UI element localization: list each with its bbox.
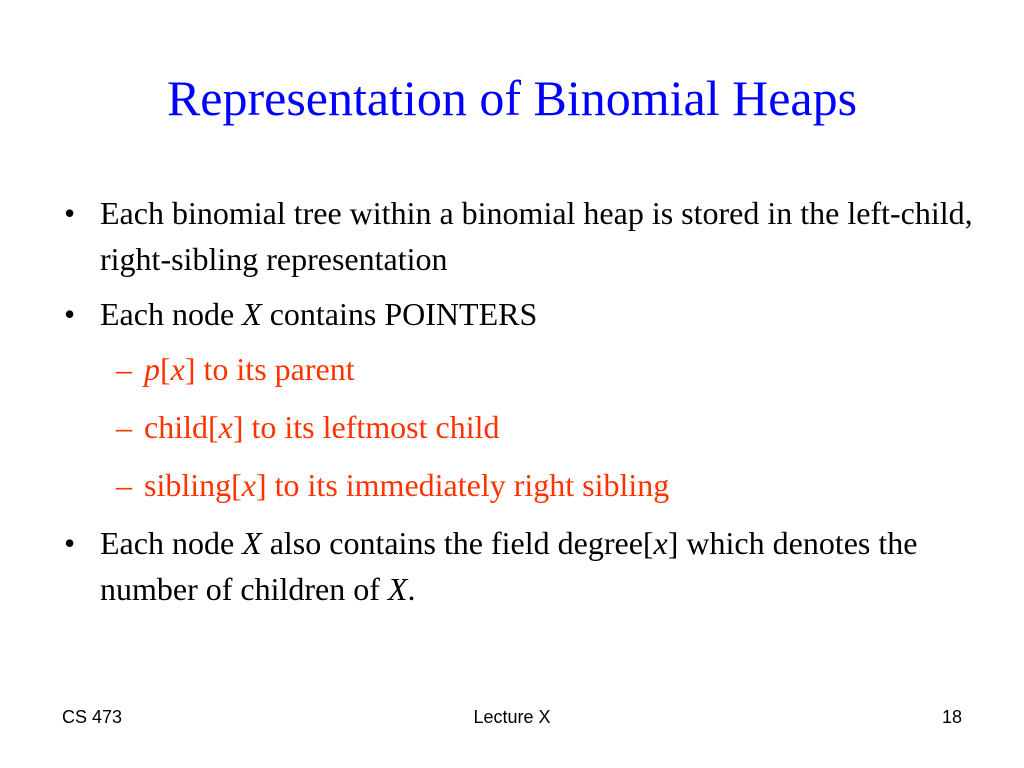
bullet-item — [64, 520, 994, 612]
dash-mark: – — [116, 467, 132, 503]
variable: x — [241, 467, 256, 503]
bullet-text: also contains the field degree[ — [261, 525, 654, 561]
bullet-mark: • — [64, 296, 76, 332]
bullet-text: . — [407, 571, 416, 607]
variable: x — [170, 351, 185, 387]
sub-text: ] to its leftmost child — [232, 409, 500, 445]
sub-text: sibling — [144, 467, 232, 503]
dash-mark: – — [116, 351, 132, 387]
sub-text: ] to its parent — [184, 351, 355, 387]
slide-title: Representation of Binomial Heaps — [166, 70, 858, 126]
footer-lecture: Lecture X — [473, 707, 551, 727]
sub-text: child — [144, 409, 208, 445]
dash-mark: – — [116, 409, 132, 445]
bullet-text: Each node — [100, 296, 243, 332]
sub-text: [ — [231, 467, 242, 503]
sub-item — [64, 404, 994, 450]
sub-item — [64, 462, 994, 508]
bullet-text: Each binomial tree within a binomial heap is stored in the left-child, right-sibling representation — [100, 195, 973, 277]
sub-text: ] to its immediately right sibling — [255, 467, 670, 503]
bullet-item — [64, 291, 994, 337]
bullet-text: ] which denotes the number of children of — [100, 525, 918, 607]
variable: X — [387, 571, 408, 607]
variable: X — [242, 525, 262, 561]
bullet-mark: • — [64, 195, 76, 231]
sub-text: [ — [160, 351, 171, 387]
sub-item — [64, 346, 994, 392]
footer-page-number: 18 — [941, 707, 962, 727]
bullet-item — [64, 190, 994, 282]
slide-body — [64, 190, 994, 621]
variable: x — [653, 525, 668, 561]
bullet-text: Each node — [100, 525, 243, 561]
variable: p — [144, 351, 160, 387]
variable: x — [218, 409, 233, 445]
footer-course: CS 473 — [62, 707, 123, 727]
sub-text: [ — [207, 409, 219, 445]
variable: X — [242, 296, 262, 332]
bullet-text: contains POINTERS — [261, 296, 538, 332]
bullet-mark: • — [64, 525, 76, 561]
